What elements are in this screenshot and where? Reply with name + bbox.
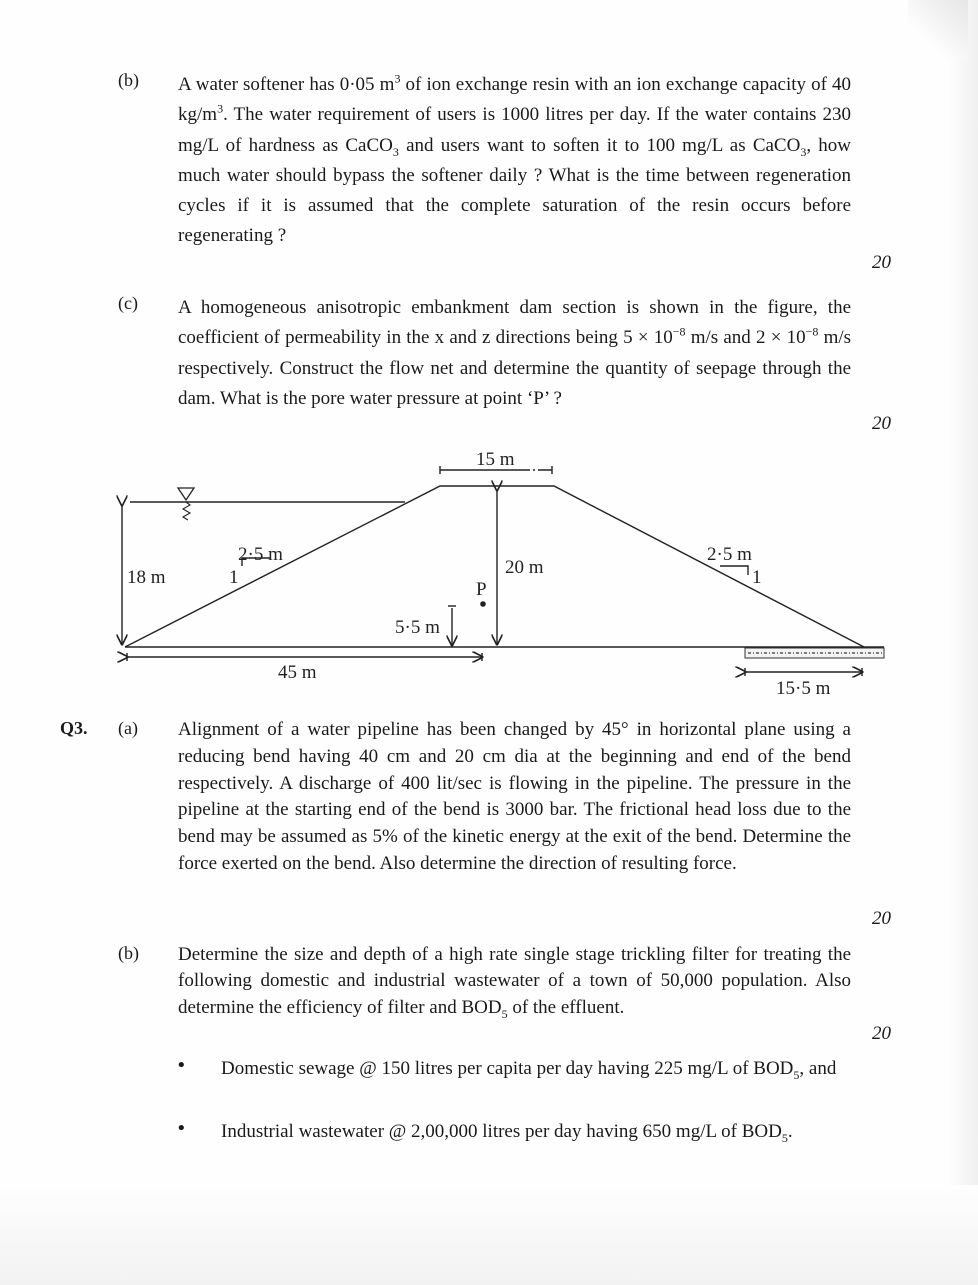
marks: 20 xyxy=(872,1023,891,1044)
part-label: (b) xyxy=(118,70,139,90)
dam-height-label: 20 m xyxy=(505,557,544,578)
part-label: (c) xyxy=(118,293,138,313)
part-label: (a) xyxy=(118,718,138,738)
question-number: Q3. xyxy=(60,718,88,738)
page-bottom-shadow xyxy=(0,1185,978,1285)
question-text: Alignment of a water pipeline has been changed by 45° in horizontal plane using a reducing bend having 40 cm and 20 cm dia at the beginning and end of the bend respectively. A discharge of 400 lit/sec is flowing in the pipeline. The pressure in the pipeline at the starting end of the bend is 3000 bar. The frictional head loss due to the bend may be assumed as 5% of the kinetic energy at the exit of the bend. Determine the force exerted on the bend. Also determine the direction of resulting force. xyxy=(178,719,852,874)
marks: 20 xyxy=(872,413,891,434)
point-p xyxy=(480,601,486,607)
bullet-item: Industrial wastewater @ 2,00,000 litres per day having 650 mg/L of $BOD_5$. xyxy=(221,1121,793,1145)
point-p-label: P xyxy=(476,579,487,600)
dam-section-figure xyxy=(0,440,978,710)
bullet-icon: • xyxy=(176,1055,187,1076)
marks: 20 xyxy=(872,252,891,273)
base-length-label: 45 m xyxy=(278,662,317,683)
point-height-label: 5·5 m xyxy=(395,617,440,638)
bullet-icon: • xyxy=(176,1118,187,1139)
downstream-slope-v-label: 1 xyxy=(752,567,762,588)
upstream-slope-v-label: 1 xyxy=(229,567,239,588)
filter-length-label: 15·5 m xyxy=(776,678,831,699)
question-text: A homogeneous anisotropic embankment dam section is shown in the figure, the coefficient of permeability in the x and z directions being $5 \times 10^{-8}$ m/s and $2 \times 10^{-8}$ m/s respectively. Construct the flow net and determine the quantity of seepage through the dam. What is the pore water pressure at point ‘P’ ? xyxy=(178,297,852,409)
crest-width-label: 15 m xyxy=(476,449,515,470)
page-corner-shadow xyxy=(908,0,968,60)
marks: 20 xyxy=(872,908,891,929)
bullet-item: Domestic sewage @ 150 litres per capita per day having 225 mg/L of $BOD_5$, and xyxy=(221,1058,837,1082)
part-label: (b) xyxy=(118,943,139,963)
upstream-depth-label: 18 m xyxy=(127,567,166,588)
question-text: A water softener has 0·05 $m^3$ of ion exchange resin with an ion exchange capacity of 40 $kg/m^3$. The water requirement of users is 1000 litres per day. If the water contains 230 mg/L of hardness as CaCO$_3$ and users want to soften it to 100 mg/L as CaCO$_3$, how much water should bypass the softener daily ? What is the time between regeneration cycles if it is assumed that the complete saturation of the resin occurs before regenerating ? xyxy=(178,71,852,247)
downstream-slope-label: 2·5 m xyxy=(707,544,752,565)
question-text: Determine the size and depth of a high rate single stage trickling filter for treating the following domestic and industrial wastewater of a town of 50,000 population. Also determine the efficiency of filter and $BOD_5$ of the effluent. xyxy=(178,944,852,1021)
upstream-slope-label: 2·5 m xyxy=(238,544,283,565)
water-level-icon xyxy=(178,488,194,500)
